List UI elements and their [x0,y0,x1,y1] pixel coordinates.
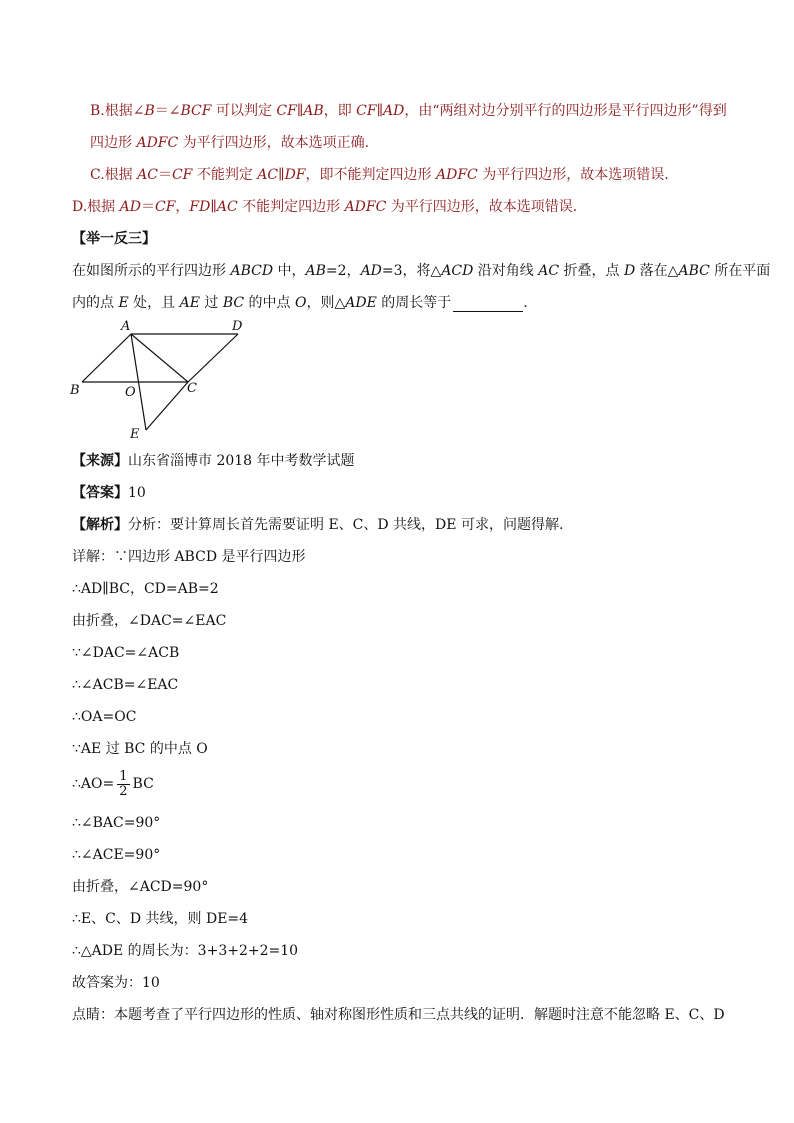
option-c-line: C.根据 AC＝CF 不能判定 AC∥DF，即不能判定四边形 ADFC 为平行四边形，故本选项错误. [90,167,669,183]
option-b-line1: B.根据∠B＝∠BCF 可以判定 CF∥AB，即 CF∥AD，由“两组对边分别平行的四边形是平行四边形”得到 [90,103,727,119]
commentary-line: 点睛：本题考查了平行四边形的性质、轴对称图形性质和三点共线的证明．解题时注意不能忽略 E、C、D [72,1007,725,1023]
answer-line: 【答案】10 [72,485,146,501]
answer-blank [453,297,523,312]
parallelogram-figure [66,316,266,444]
label-c: C [187,381,197,396]
problem-line2: 内的点 E 处，且 AE 过 BC 的中点 O，则△ADE 的周长等于 . [72,295,528,311]
step-line: ∴OA=OC [72,709,137,725]
source-line: 【来源】山东省淄博市 2018 年中考数学试题 [72,453,355,469]
step-line: ∵AE 过 BC 的中点 O [72,741,208,757]
step-line: 由折叠，∠ACD=90° [72,879,209,895]
step-line: ∴∠ACE=90° [72,847,161,863]
label-a: A [121,319,131,334]
problem-line1: 在如图所示的平行四边形 ABCD 中，AB=2，AD=3，将△ACD 沿对角线 AC 折叠，点 D 落在△ABC 所在平面 [72,263,771,279]
option-b-line2: 四边形 ADFC 为平行四边形，故本选项正确. [90,135,370,151]
step-line: 故答案为：10 [72,975,160,991]
fraction-half: $\frac{1}{2}$ [119,768,128,799]
label-o: O [125,385,136,400]
label-d: D [232,319,243,334]
analysis-line: 【解析】分析：要计算周长首先需要证明 E、C、D 共线，DE 可求，问题得解. [72,517,564,533]
step-line: 详解：∵四边形 ABCD 是平行四边形 [72,549,306,565]
edge-dc [188,334,238,382]
diagonal-ac [131,334,188,382]
step-line: ∴△ADE 的周长为：3+3+2+2=10 [72,943,299,959]
step-line: ∵∠DAC=∠ACB [72,645,180,661]
label-e: E [130,427,140,442]
label-b: B [70,383,80,398]
ao-fraction-line: ∴AO= $\frac{1}{2}$ BC [72,768,154,799]
step-line: ∴∠BAC=90° [72,815,161,831]
option-d-line: D.根据 AD＝CF，FD∥AC 不能判定四边形 ADFC 为平行四边形，故本选项错误. [72,199,578,215]
segment-ce [146,382,188,430]
edge-ab [82,334,131,382]
section-heading: 【举一反三】 [72,231,156,247]
step-line: ∴AD∥BC，CD=AB=2 [72,581,219,597]
step-line: ∴∠ACB=∠EAC [72,677,179,693]
step-line: 由折叠，∠DAC=∠EAC [72,613,227,629]
step-line: ∴E、C、D 共线，则 DE=4 [72,911,249,927]
